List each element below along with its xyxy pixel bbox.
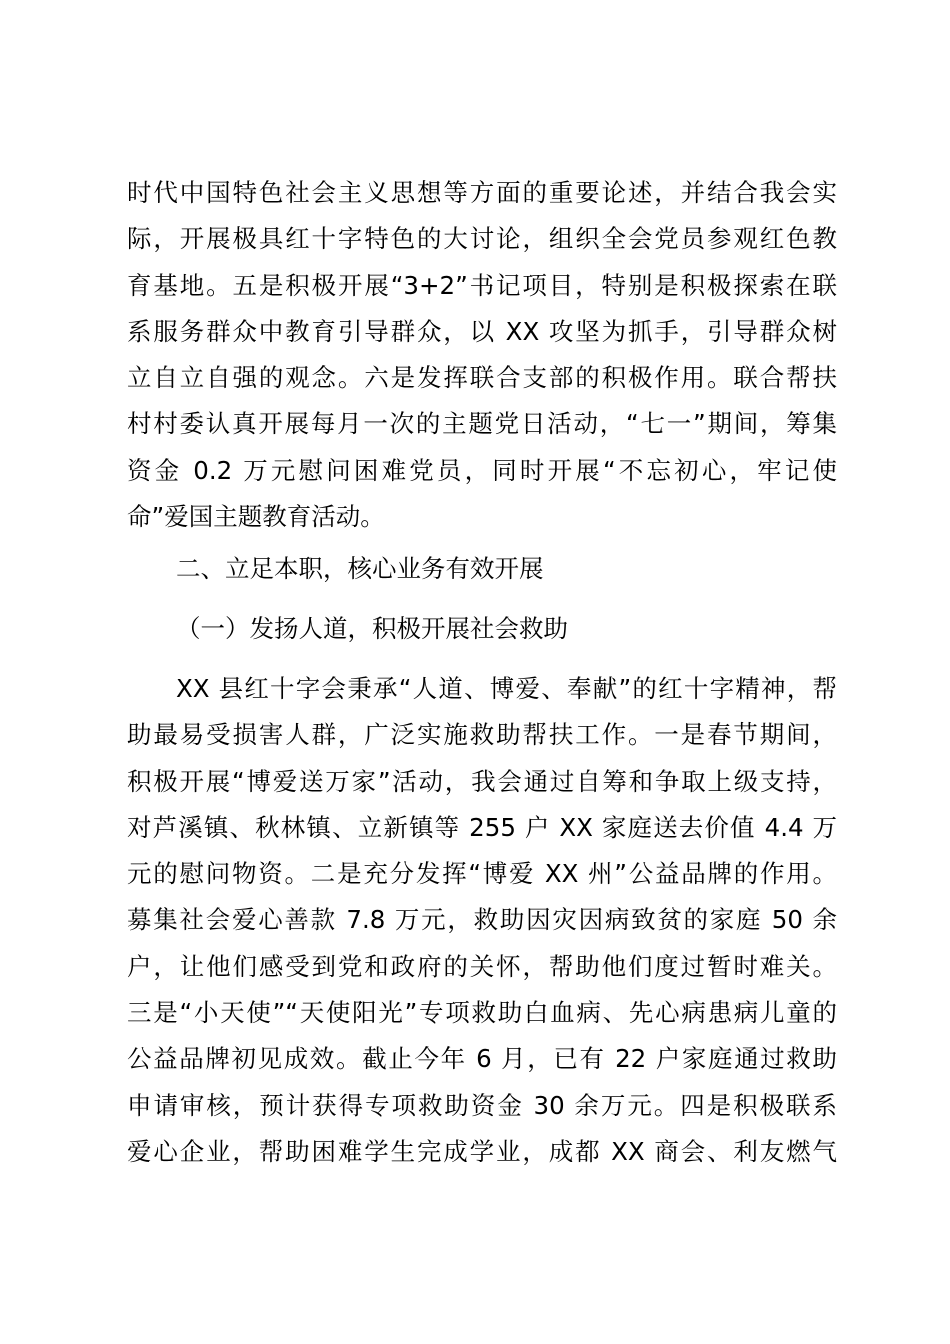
text-line: XX 县红十字会秉承“人道、博爱、奉献”的红十字精神，帮 (176, 674, 837, 703)
text-line: 助最易受损害人群，广泛实施救助帮扶工作。一是春节期间， (127, 720, 837, 750)
text-line: 募集社会爱心善款 7.8 万元，救助因灾因病致贫的家庭 50 余 (127, 905, 837, 935)
paragraph-social-assistance (127, 666, 837, 1175)
text-line: 三是“小天使”“天使阳光”专项救助白血病、先心病患病儿童的 (127, 998, 837, 1028)
text-line: 公益品牌初见成效。截止今年 6 月，已有 22 户家庭通过救助 (127, 1044, 837, 1074)
paragraph-party-building (127, 170, 837, 540)
subsection-heading: （一）发扬人道，积极开展社会救助 (176, 614, 568, 643)
text-line: 资金 0.2 万元慰问困难党员，同时开展“不忘初心，牢记使 (127, 455, 837, 485)
text-line: 申请审核，预计获得专项救助资金 30 余万元。四是积极联系 (127, 1090, 837, 1120)
text-line: 户，让他们感受到党和政府的关怀，帮助他们度过暂时难关。 (127, 951, 837, 981)
text-line: 命”爱国主题教育活动。 (127, 502, 385, 532)
section-heading: 二、立足本职，核心业务有效开展 (176, 554, 544, 583)
text-line: 立自立自强的观念。六是发挥联合支部的积极作用。联合帮扶 (127, 363, 837, 393)
text-line: 积极开展“博爱送万家”活动，我会通过自筹和争取上级支持， (127, 766, 837, 796)
text-line: 村村委认真开展每月一次的主题党日活动，“七一”期间，筹集 (127, 409, 837, 439)
text-line: 对芦溪镇、秋林镇、立新镇等 255 户 XX 家庭送去价值 4.4 万 (127, 812, 837, 842)
text-line: 育基地。五是积极开展“3+2”书记项目，特别是积极探索在联 (127, 270, 837, 300)
text-line: 系服务群众中教育引导群众，以 XX 攻坚为抓手，引导群众树 (127, 316, 837, 346)
text-line: 爱心企业，帮助困难学生完成学业，成都 XX 商会、利友燃气 (127, 1136, 837, 1166)
text-line: 际，开展极具红十字特色的大讨论，组织全会党员参观红色教 (127, 224, 837, 254)
text-line: 元的慰问物资。二是充分发挥“博爱 XX 州”公益品牌的作用。 (127, 859, 837, 889)
text-line: 时代中国特色社会主义思想等方面的重要论述，并结合我会实 (127, 178, 837, 207)
